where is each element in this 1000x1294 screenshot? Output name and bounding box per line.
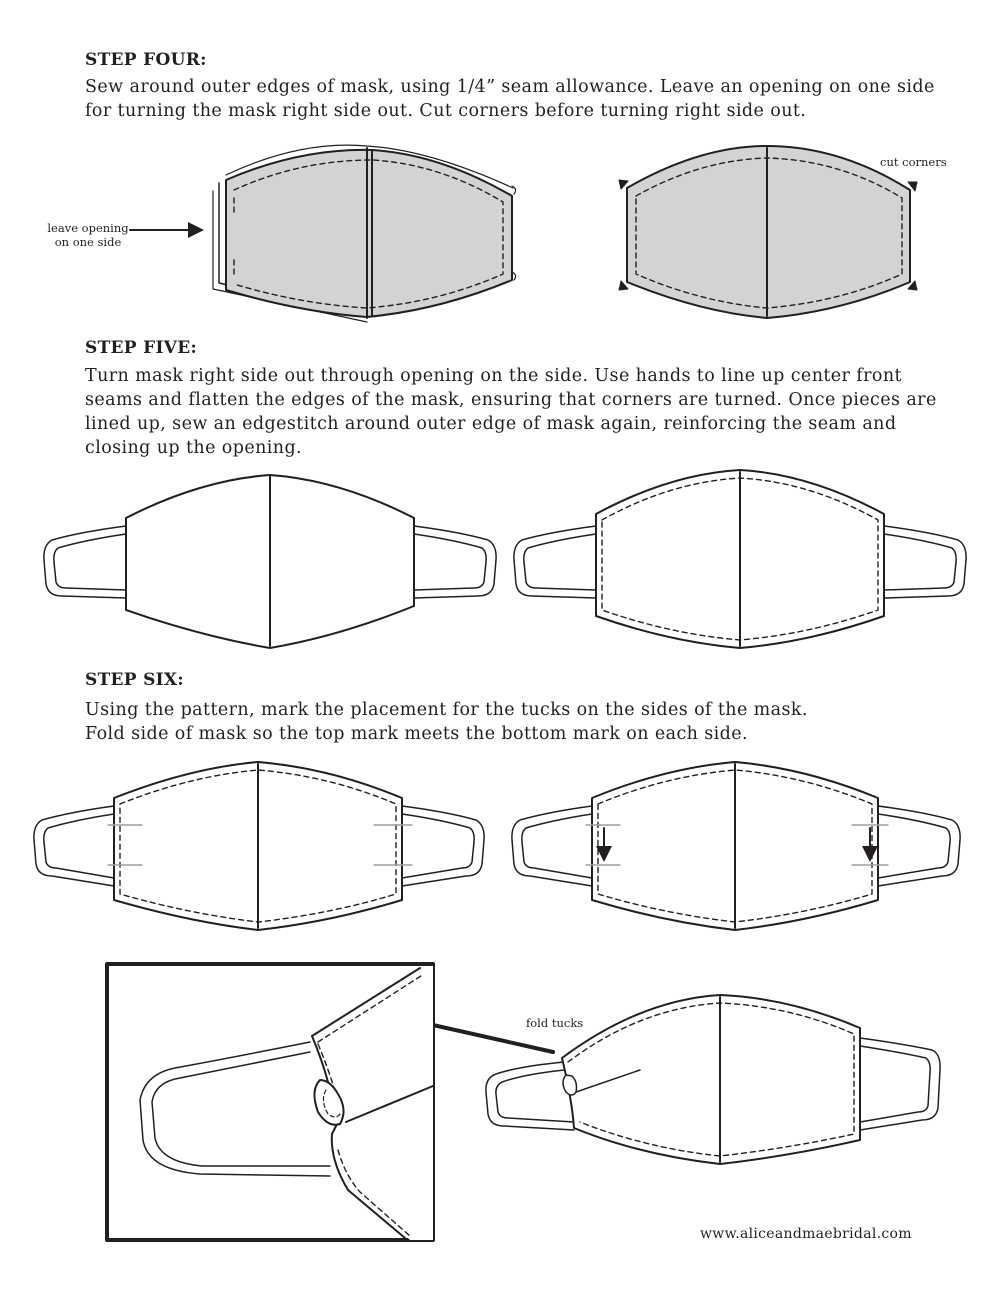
step-five-mask-edgestitched — [514, 470, 966, 648]
step-four-line-2: for turning the mask right side out. Cut corners before turning right side out. — [85, 101, 807, 121]
website-footer: www.aliceandmaebridal.com — [700, 1226, 912, 1242]
step-six-heading: STEP SIX: — [85, 670, 184, 690]
detail-zoom-box — [107, 964, 553, 1240]
step-five-line-4: closing up the opening. — [85, 438, 303, 458]
fold-tucks-label: fold tucks — [526, 1016, 584, 1030]
step-five-mask-plain — [44, 475, 496, 648]
opening-label-line-1: leave opening — [47, 221, 129, 235]
step-six-mask-marked — [34, 762, 484, 930]
opening-label-line-2: on one side — [54, 235, 122, 249]
step-five-heading: STEP FIVE: — [85, 338, 198, 358]
step-five-line-1: Turn mask right side out through opening on the side. Use hands to line up center front — [85, 366, 902, 386]
step-four-mask-open-side — [213, 145, 516, 322]
step-six-mask-fold-arrows — [512, 762, 960, 930]
step-six-line-1: Using the pattern, mark the placement for the tucks on the sides of the mask. — [85, 700, 808, 720]
cut-corners-label: cut corners — [880, 155, 947, 169]
step-four-mask-cut-corners — [619, 146, 917, 318]
step-six-line-2: Fold side of mask so the top mark meets the bottom mark on each side. — [85, 724, 748, 744]
step-four-heading: STEP FOUR: — [85, 50, 207, 70]
step-five-line-2: seams and flatten the edges of the mask, ensuring that corners are turned. Once pieces are — [85, 390, 937, 410]
step-five-line-3: lined up, sew an edgestitch around outer edge of mask again, reinforcing the seam and — [85, 414, 897, 434]
step-four-line-1: Sew around outer edges of mask, using 1/4” seam allowance. Leave an opening on one side — [85, 77, 935, 97]
step-six-mask-tucked — [486, 995, 940, 1164]
